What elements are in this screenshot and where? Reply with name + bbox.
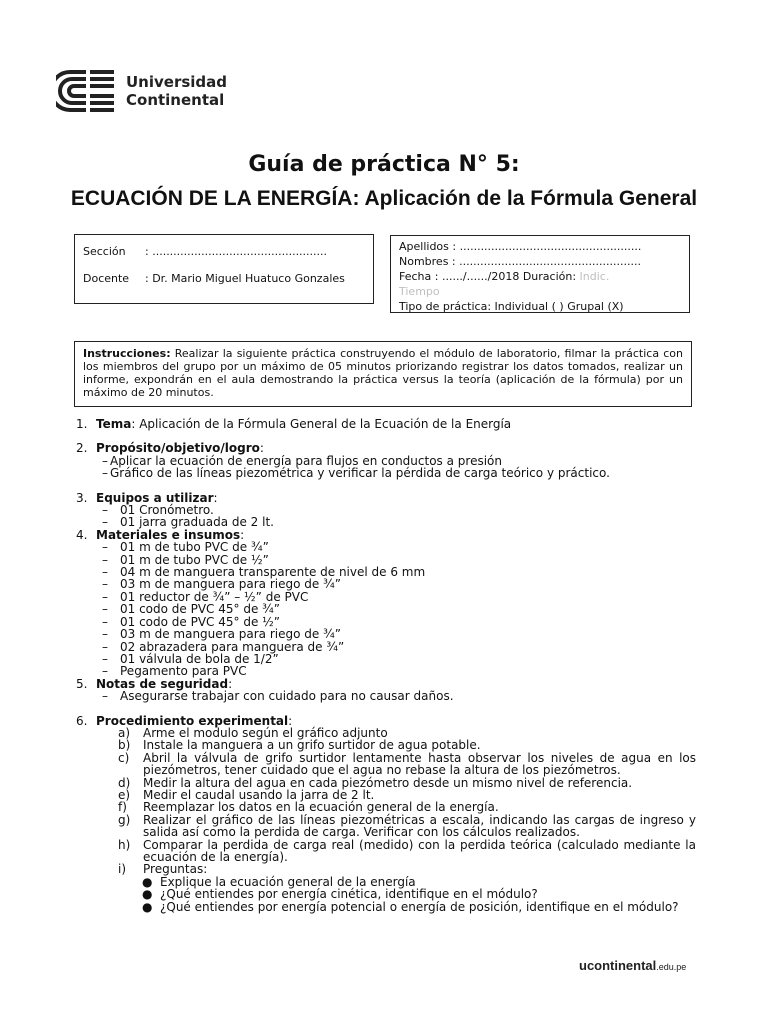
list-item-text: 01 Cronómetro. [120,503,214,518]
list-item: – 01 jarra graduada de 2 lt. [102,515,274,530]
procedure-step [76,752,696,777]
list-item: – 01 codo de PVC 45° de ¾” [102,602,280,617]
section-number: 5. [76,676,88,691]
seccion-value: : .................................................. [145,245,328,258]
procedure-step [76,814,696,839]
footer-brand [579,958,686,973]
list-item-text: 01 codo de PVC 45° de ¾” [120,602,280,617]
step-text: Medir el caudal usando la jarra de 2 lt. [143,787,375,802]
footer-brand-name: ucontinental [579,958,657,973]
list-item-text: Gráfico de las líneas piezométrica y verificar la pérdida de carga teórico y práctico. [110,466,610,481]
bullet-icon: ● [142,887,153,902]
step-text: Instale la manguera a un grifo surtidor de agua potable. [143,738,481,753]
footer-domain: .edu.pe [656,962,687,972]
bullet-icon: ● [142,874,153,889]
step-text: Preguntas: [143,862,208,877]
course-info-box [74,234,374,304]
list-item-text: Asegurarse trabajar con cuidado para no causar daños. [120,689,454,704]
docente-value: : Dr. Mario Miguel Huatuco Gonzales [145,272,345,285]
apellidos-field: Apellidos : .................................................... [399,240,642,253]
nombres-field: Nombres : .................................................... [399,255,641,268]
list-item-text: 02 abrazadera para manguera de ¾” [120,639,345,654]
list-item-text: 01 m de tubo PVC de ½” [120,552,269,567]
section-heading: Equipos a utilizar [96,490,214,505]
list-item: – Gráfico de las líneas piezométrica y verificar la pérdida de carga teórico y práctico. [102,466,610,481]
step-text: Realizar el gráfico de las líneas piezométricas a escala, indicando las cargas de ingreso y salida así como la perdida de carga. Verificar con los cálculos realizados. [143,812,696,840]
list-item: – 01 Cronómetro. [102,503,214,518]
question-text: ¿Qué entiendes por energía cinética, identifique en el módulo? [160,887,538,902]
list-item-text: 04 m de manguera transparente de nivel de 6 mm [120,565,426,580]
question-text: Explique la ecuación general de la energía [160,874,416,889]
list-item: – Pegamento para PVC [102,664,247,679]
list-item-text: Pegamento para PVC [120,664,247,679]
section-heading: Procedimiento experimental [96,713,289,728]
section-proposito [76,442,696,454]
section-colon: : [240,527,245,542]
university-name-line1: Universidad [126,73,228,91]
step-key: c) [118,750,130,765]
student-info-box [390,235,690,313]
tiempo-text: Tiempo [399,285,440,298]
procedure-step [76,801,696,813]
section-heading: Notas de seguridad [96,676,229,691]
list-item: – 01 m de tubo PVC de ¾” [102,540,269,555]
step-key: i) [118,862,127,877]
section-number: 4. [76,527,88,542]
section-text: : Aplicación de la Fórmula General de la Ecuación de la Energía [131,417,512,431]
docente-row [83,272,365,285]
instructions-text: Realizar la siguiente práctica construyendo el módulo de laboratorio, filmar la práctica con los miembros del grupo por un máximo de 05 minutos priorizando registrar los datos tomados, realizar un informe, expondrán en el aula demostrando la práctica versus la teoría (aplicación de la fórmula) por un máximo de 20 minutos. [83,347,683,399]
fecha-field [399,269,681,284]
section-tema [76,418,696,430]
step-text: Arme el modulo según el gráfico adjunto [143,725,388,740]
list-item-text: 03 m de manguera para riego de ¾” [120,627,341,642]
list-item: – Aplicar la ecuación de energía para flujos en conductos a presión [102,453,502,468]
page-subtitle: ECUACIÓN DE LA ENERGÍA: Aplicación de la Fórmula General [70,187,698,210]
university-name [126,73,227,109]
seccion-label: Sección [83,245,126,258]
list-item: – 01 codo de PVC 45° de ½” [102,614,280,629]
step-key: d) [118,775,131,790]
section-heading: Materiales e insumos [96,527,241,542]
indic-text: Indic. [579,270,610,283]
page-title: Guía de práctica N° 5: [248,152,520,177]
practice-content [76,418,696,913]
list-item-text: 01 m de tubo PVC de ¾” [120,540,269,555]
section-heading: Propósito/objetivo/logro [96,441,260,456]
step-text: Abril la válvula de grifo surtidor lentamente hasta observar los niveles de agua en los piezómetros, tener cuidado que el agua no rebase la altura de los piezómetros. [143,750,696,778]
list-item: – 01 reductor de ¾” – ½” de PVC [102,589,309,604]
bullet-icon: ● [142,899,153,914]
seccion-row [83,245,365,258]
section-colon: : [288,713,293,728]
procedure-step [76,863,696,875]
question-text: ¿Qué entiendes por energía potencial o energía de posición, identifique en el módulo? [160,899,679,914]
step-key: b) [118,738,131,753]
step-key: e) [118,787,131,802]
list-item-text: 01 reductor de ¾” – ½” de PVC [120,589,309,604]
step-key: h) [118,837,131,852]
question-item [76,888,696,900]
list-item-text: 01 válvula de bola de 1/2” [120,651,279,666]
fecha-text: Fecha : ....../....../2018 Duración: [399,270,577,283]
step-text: Comparar la perdida de carga real (medido) con la perdida teórica (calculado mediante la ecuación de la energía). [143,837,696,864]
step-key: g) [118,812,131,827]
step-text: Medir la altura del agua en cada piezómetro desde un mismo nivel de referencia. [143,775,633,790]
list-item: – Asegurarse trabajar con cuidado para no causar daños. [102,689,454,704]
university-logo-icon [56,68,118,114]
section-colon: : [228,676,233,691]
section-number: 1. [76,417,88,431]
list-item: – 04 m de manguera transparente de nivel de 6 mm [102,565,426,580]
tipo-practica-field: Tipo de práctica: Individual ( ) Grupal (X) [399,300,624,313]
step-key: f) [118,800,127,815]
list-item: – 03 m de manguera para riego de ¾” [102,577,341,592]
university-logo [56,66,236,116]
procedure-step [76,739,696,751]
list-item: – 01 m de tubo PVC de ½” [102,552,269,567]
instructions-label: Instrucciones: [83,347,171,360]
list-item: – 03 m de manguera para riego de ¾” [102,627,341,642]
instructions-box [74,341,692,407]
question-item [76,901,696,913]
list-item: – 01 válvula de bola de 1/2” [102,651,279,666]
docente-label: Docente [83,272,130,285]
procedure-step [76,839,696,864]
section-number: 6. [76,713,88,728]
university-name-line2: Continental [126,91,225,109]
section-heading: Tema [96,417,132,431]
step-key: a) [118,725,131,740]
section-number: 3. [76,490,88,505]
list-item-text: 03 m de manguera para riego de ¾” [120,577,341,592]
section-colon: : [259,441,264,456]
list-item-text: Aplicar la ecuación de energía para flujos en conductos a presión [110,453,502,468]
list-item-text: 01 codo de PVC 45° de ½” [120,614,280,629]
list-item: – 02 abrazadera para manguera de ¾” [102,639,345,654]
list-item-text: 01 jarra graduada de 2 lt. [120,515,274,530]
section-colon: : [213,490,218,505]
step-text: Reemplazar los datos en la ecuación general de la energía. [143,800,499,815]
section-number: 2. [76,441,88,456]
